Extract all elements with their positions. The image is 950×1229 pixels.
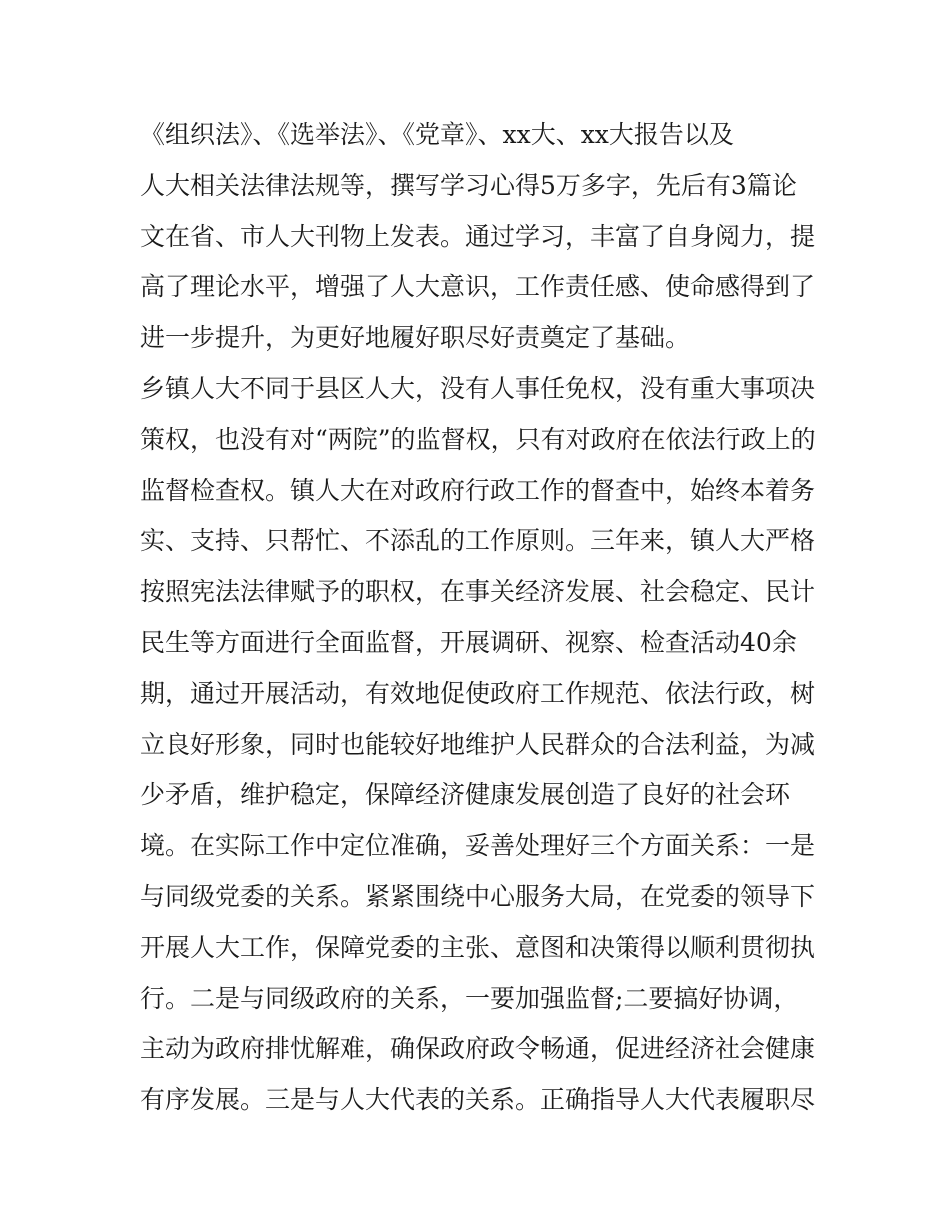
text-line: 进一步提升，为更好地履好职尽好责奠定了基础。	[140, 323, 691, 353]
body-text	[140, 110, 820, 1126]
text-line: 乡镇人大不同于县区人大，没有人事任免权，没有重大事项决	[140, 373, 816, 403]
text-line: 实、支持、只帮忙、不添乱的工作原则。三年来，镇人大严格	[140, 526, 816, 556]
text-line: 按照宪法法律赋予的职权，在事关经济发展、社会稳定、民计	[140, 577, 816, 607]
text-line: 开展人大工作，保障党委的主张、意图和决策得以顺利贯彻执	[140, 932, 816, 962]
text-line: 文在省、市人大刊物上发表。通过学习，丰富了自身阅力，提	[140, 221, 816, 251]
text-line: 有序发展。三是与人大代表的关系。正确指导人大代表履职尽	[140, 1085, 816, 1115]
text-line: 民生等方面进行全面监督，开展调研、视察、检查活动40余	[140, 627, 797, 657]
text-line: 境。在实际工作中定位准确，妥善处理好三个方面关系：一是	[140, 831, 816, 861]
text-line: 人大相关法律法规等，撰写学习心得5万多字，先后有3篇论	[140, 170, 797, 200]
text-line: 监督检查权。镇人大在对政府行政工作的督查中，始终本着务	[140, 475, 816, 505]
text-line: 期，通过开展活动，有效地促使政府工作规范、依法行政，树	[140, 678, 816, 708]
text-line: 策权，也没有对“两院”的监督权，只有对政府在依法行政上的	[140, 424, 816, 454]
text-line: 立良好形象，同时也能较好地维护人民群众的合法利益，为减	[140, 729, 816, 759]
text-line: 高了理论水平，增强了人大意识，工作责任感、使命感得到了	[140, 272, 816, 302]
text-line: 《组织法》、《选举法》、《党章》、xx大、xx大报告以及	[140, 120, 734, 149]
text-line: 与同级党委的关系。紧紧围绕中心服务大局，在党委的领导下	[140, 881, 816, 911]
text-line: 主动为政府排忧解难，确保政府政令畅通，促进经济社会健康	[140, 1034, 816, 1064]
text-line: 行。二是与同级政府的关系，一要加强监督;二要搞好协调，	[140, 983, 799, 1013]
text-line: 少矛盾，维护稳定，保障经济健康发展创造了良好的社会环	[140, 780, 791, 810]
